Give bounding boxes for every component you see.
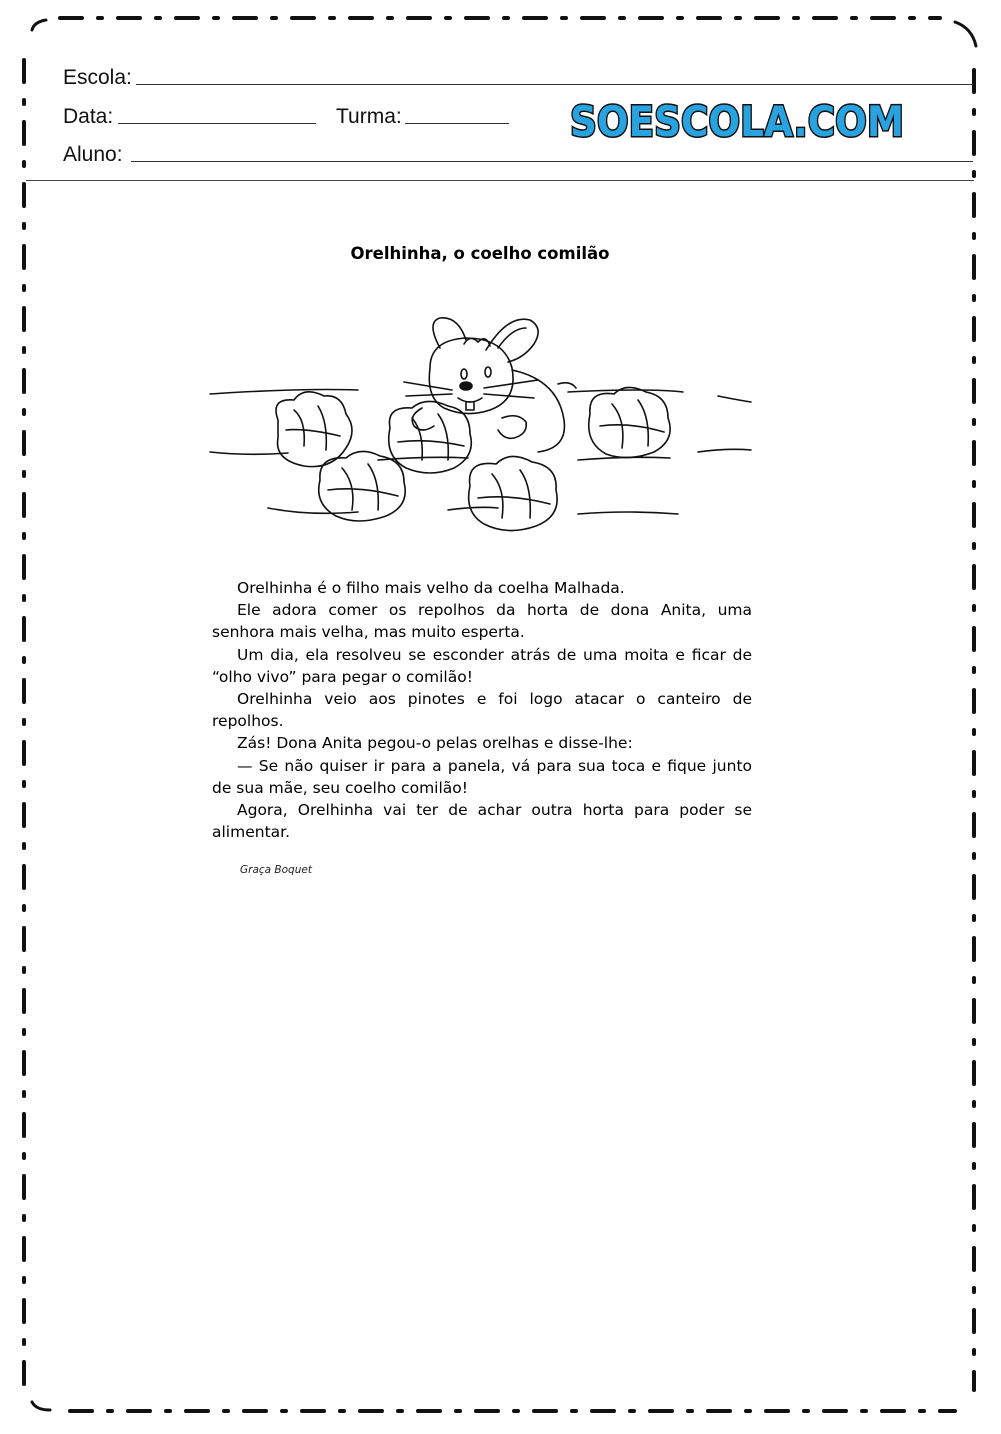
story-paragraph: Ele adora comer os repolhos da horta de dona Anita, uma senhora mais velha, mas muito esperta. (212, 601, 752, 642)
date-label: Data: (63, 105, 114, 128)
cabbage-1 (276, 392, 352, 467)
story-paragraph: Orelhinha é o filho mais velho da coelha Malhada. (237, 579, 625, 597)
class-field[interactable] (405, 123, 509, 124)
date-field[interactable] (118, 123, 316, 124)
cabbage-5 (469, 456, 558, 530)
student-label: Aluno: (63, 143, 123, 166)
class-label: Turma: (336, 105, 402, 128)
story-body (212, 577, 752, 843)
school-field[interactable] (136, 84, 973, 85)
story-paragraph: Um dia, ela resolveu se esconder atrás de uma moita e ficar de “olho vivo” para pegar o comilão! (212, 645, 752, 686)
story-title: Orelhinha, o coelho comilão (350, 244, 610, 263)
soescola-logo (568, 92, 908, 148)
rabbit-cabbage-illustration (208, 310, 753, 542)
story-paragraph: Zás! Dona Anita pegou-o pelas orelhas e disse-lhe: (237, 734, 633, 753)
student-field[interactable] (131, 161, 973, 162)
logo-text: SOESCOLA.COM (570, 97, 904, 146)
school-label: Escola: (63, 66, 132, 89)
story-author: Graça Boquet (240, 864, 312, 876)
cabbage-3 (589, 387, 670, 457)
story-paragraph: Orelhinha veio aos pinotes e foi logo atacar o canteiro de repolhos. (212, 690, 752, 731)
story-paragraph: Agora, Orelhinha vai ter de achar outra horta para poder se alimentar. (212, 801, 752, 842)
story-paragraph: — Se não quiser ir para a panela, vá para sua toca e fique junto de sua mãe, seu coelho comilão! (212, 756, 752, 797)
header-divider (26, 180, 974, 181)
